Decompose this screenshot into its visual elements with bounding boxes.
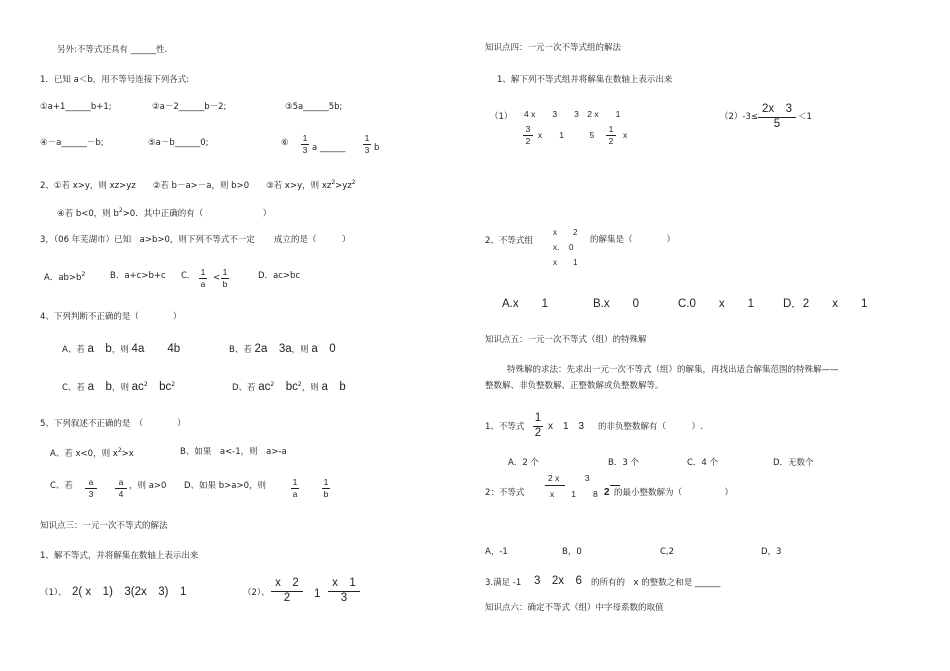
section-5-q1-option-b: B．3 个 [608,458,639,468]
section-5-q2-overprint: 2 [604,487,610,498]
q5-option-c-pre: C、若 [50,481,73,491]
section-5-method-line-1: 特殊解的求法：先求出一元一次不等式（组）的解集，再找出适合解集范围的特殊解—— [507,365,839,375]
q4-option-d-math-1: ac [258,381,271,393]
fraction-denominator: a [200,278,206,289]
q4-option-a-pre: A、若 [62,345,85,355]
superscript: 2 [143,381,148,389]
superscript: 2 [81,271,86,278]
fraction-numerator: 1 [364,133,370,143]
section-5-q3-expression: 3 2x 6 [534,575,582,587]
section-3-p2-middle: 1 [314,588,321,600]
section-4-q2-row-2: x． 0 [553,243,574,252]
fraction-denominator: 2 [525,135,531,146]
section-3-p1-expression: 2( x 1) 3(2x 3) 1 [72,586,187,598]
section-5-q2-option-d: D，3 [761,547,782,557]
fraction-numerator: 1 [292,477,298,487]
fraction-numerator: a [118,477,124,487]
section-4-p1-label: （1） [490,112,513,122]
q4-option-c [62,382,175,394]
q4-option-a [62,344,180,356]
section-3-p1-label: （1）、 [40,588,67,598]
section-5-q2-pre: 2：不等式 [485,488,525,498]
section-5-q1-option-d: D．无数个 [773,458,814,468]
q1-item-3: ③5a______5b; [285,102,343,112]
q4-option-b-math-2: a 0 [311,343,336,355]
q1-item-6-fraction-a [301,134,309,154]
q1-item-1: ①a+1______b+1; [40,102,112,112]
intro-line: 另外:不等式还具有 ______性. [57,45,168,55]
section-4-q2-row-3: x 1 [553,258,578,267]
fraction-numerator: a [88,477,94,487]
q2-line-1-text-b: >yz [335,180,352,191]
q5-option-c-fraction-1 [85,478,97,498]
fraction-numerator: 1 [302,133,308,143]
q5-option-a-tail: >x [121,448,134,459]
section-4-p2-label: （2）-3≤ [720,112,759,122]
q3-option-c-fraction-2 [221,268,229,288]
section-3-p2-label: （2）、 [243,588,270,598]
section-5-q1-fraction [533,413,543,439]
section-4-p1-fraction-2 [606,125,616,145]
section-5-q2-option-c: C,2 [660,547,675,557]
section-4-p1-row-2: x 1 5 [538,130,595,140]
section-4-title: 知识点四：一元一次不等式组的解法 [485,43,622,53]
fraction-denominator: 5 [773,117,781,130]
section-4-q2-option-a: A.x 1 [502,298,549,310]
fraction-denominator: 3 [302,144,308,155]
section-4-q2-option-d: D．2 x 1 [783,298,868,310]
section-5-method-line-2: 整数解、非负整数解、正整数解或负整数解等。 [485,381,664,391]
section-3-q1: 1、解不等式，并将解集在数轴上表示出来 [40,551,199,561]
q4-option-d-pre: D、若 [232,383,256,393]
superscript: 2 [117,447,122,454]
section-3-title: 知识点三：一元一次不等式的解法 [40,521,168,531]
q2-line-2 [57,208,271,218]
section-5-q1-option-a: A．2 个 [508,458,539,468]
section-5-q2-middle: x 1 8 [550,489,598,499]
q1-item-2: ②a－2______b－2; [152,102,227,112]
section-5-q1-pre: 1、不等式 [485,422,525,432]
section-4-q2-option-b: B.x 0 [593,298,640,310]
section-5-q2-numerator: 2 x 3 [548,473,590,483]
q4-option-d [232,382,346,394]
q4-option-d-math-2: bc [274,381,298,393]
q1-item-6-b-tail: b [374,143,380,153]
section-5-q2-tail: 的最小整数解为（ ） [614,488,734,498]
q1-item-5: ⑤a－b______0; [148,138,209,148]
section-4-p1-row-2-tail: x [623,130,628,140]
q1-item-6-a-tail: a ______ [312,143,346,153]
q3-option-a [44,272,85,282]
fraction-numerator: x 2 [275,577,299,589]
fraction-numerator: 3 [525,124,531,134]
q5-option-a-text: A、若 x<0，则 x [50,448,118,459]
fraction-denominator: 2 [534,426,542,439]
q5-option-b: B、如果 a<-1，则 a>-a [180,447,287,457]
q4-option-b [229,344,336,356]
section-5-title: 知识点五：一元一次不等式（组）的特殊解 [485,335,647,345]
fraction-denominator: b [222,278,228,289]
fraction-denominator: 4 [118,488,124,499]
superscript: 2 [297,381,302,389]
q3-option-c-fraction-1 [199,268,207,288]
superscript: 2 [331,179,336,186]
q4-option-d-mid: ，则 [301,383,319,393]
q1-item-6-fraction-b [363,134,371,154]
q4-option-b-pre: B、若 [229,345,252,355]
q3-option-a-text: A．ab>b [44,272,82,283]
fraction-denominator: 3 [340,591,348,604]
q1-item-6-label: ⑥ [281,138,289,148]
q2-line-2-tail: >0．其中正确的有（ ） [122,208,272,219]
section-5-q1-tail: 的非负整数解有（ ）. [598,422,703,432]
fraction-bar [610,485,620,486]
section-4-p1-row-1: 4 x 3 3 2 x 1 [524,109,621,119]
superscript: 2 [171,381,176,389]
q3-stem-tail: 成立的是（ ） [274,235,351,245]
q3-option-d: D．ac>bc [258,271,301,281]
q1-item-4: ④－a______－b; [40,138,104,148]
superscript: 2 [118,207,123,214]
q4-option-c-math-1: a b [87,381,112,393]
q5-option-d: D、如果 b>a>0，则 [184,481,267,491]
superscript: 2 [351,179,356,186]
fraction-numerator: 2x 3 [761,103,793,115]
q5-option-d-fraction-1 [291,478,299,498]
q3-option-b: B．a+c>b+c [110,271,166,281]
q5-option-a [50,448,134,458]
q4-option-b-mid: ，则 [291,345,309,355]
q5-option-c-tail: ，则 a>0 [129,481,167,491]
section-4-p2-tail: ＜1 [798,112,812,122]
section-4-q2-option-c: C.0 x 1 [678,298,755,310]
fraction-denominator: 3 [364,144,370,155]
q4-option-c-math-2: ac [131,381,144,393]
q4-option-c-math-3: bc [147,381,172,393]
section-4-q2-stem: 2、不等式组 [485,236,533,246]
fraction-bar [545,485,565,486]
q5-option-c-fraction-2 [115,478,127,498]
q5-stem: 5、下列叙述不正确的是 （ ） [40,419,186,429]
fraction-numerator: 1 [222,267,228,277]
q3-option-c-operator: < [213,273,221,283]
q3-option-c-label: C． [181,271,196,281]
section-5-q1-option-c: C．4 个 [687,458,719,468]
section-5-q3-tail: 的所有的 x 的整数之和是 ______ [591,578,721,588]
fraction-denominator: 2 [608,135,614,146]
superscript: 2 [270,381,275,389]
fraction-numerator: 1 [323,477,329,487]
section-5-q1-middle: x 1 3 [548,421,585,432]
q2-line-1-text: 2、①若 x>y，则 xz>yz ②若 b－a>－a，则 b>0 ③若 x>y，则 xz [40,180,332,191]
section-3-p2-fraction-1 [271,578,303,604]
q4-stem: 4、下列判断不正确的是（ ） [40,312,182,322]
q4-option-a-math-1: a b [87,343,112,355]
q1-stem: 1．已知 a＜b，用不等号连接下列各式: [40,75,190,85]
section-4-q1: 1、解下列不等式组并将解集在数轴上表示出来 [497,75,673,85]
q4-option-a-mid: ，则 [111,345,129,355]
fraction-numerator: 1 [534,412,542,424]
section-5-q2-option-b: B，0 [562,547,582,557]
section-5-q2-option-a: A，-1 [485,547,508,557]
fraction-numerator: x 1 [332,577,356,589]
section-6-title: 知识点六：确定不等式（组）中字母系数的取值 [485,603,664,613]
q4-option-b-math-1: 2a 3a [254,343,292,355]
fraction-denominator: 3 [88,488,94,499]
q4-option-c-pre: C、若 [62,383,85,393]
q2-line-2-text: ④若 b<0，则 b [57,208,119,219]
q5-option-d-fraction-2 [322,478,330,498]
section-4-p1-fraction-1 [523,125,533,145]
fraction-denominator: b [323,488,329,499]
q2-line-1 [40,180,356,190]
fraction-numerator: 1 [608,124,614,134]
q4-option-c-mid: ，则 [111,383,129,393]
q3-stem: 3，（06 年芜湖市）已知 a>b>0，则下列不等式不一定 [40,235,255,245]
section-3-p2-fraction-2 [328,578,360,604]
fraction-denominator: 2 [283,591,291,604]
section-4-q2-row-1: x 2 [553,228,578,237]
section-5-q3-pre: 3.满足 -1 [485,578,522,588]
q4-option-d-math-3: a b [321,381,346,393]
fraction-numerator: 1 [200,267,206,277]
q4-option-a-math-2: 4a 4b [131,343,181,355]
section-4-p2-fraction [758,104,796,130]
fraction-denominator: a [292,488,298,499]
section-4-q2-tail: 的解集是（ ） [590,235,676,245]
